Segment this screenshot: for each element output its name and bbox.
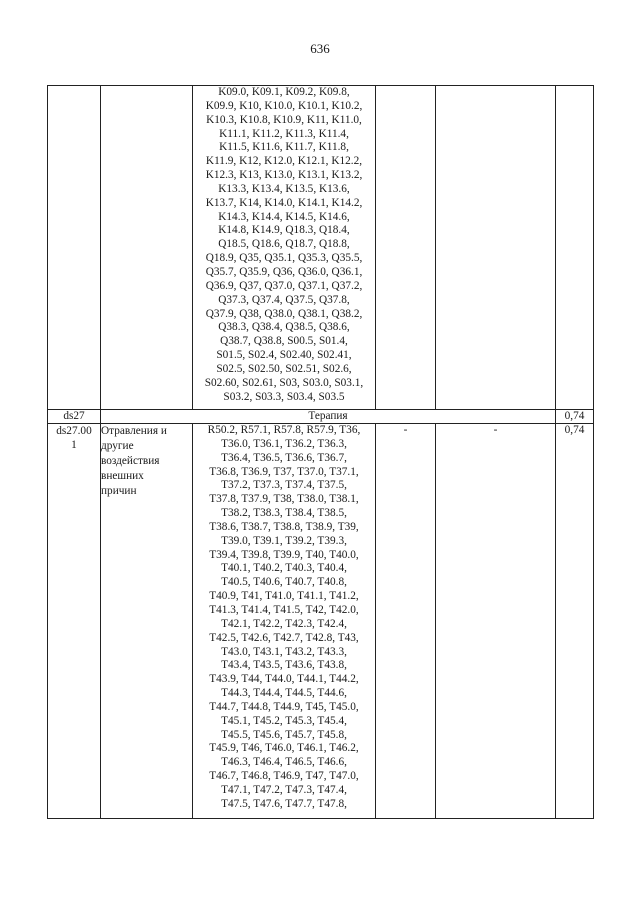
icd-codes-cell: R50.2, R57.1, R57.8, R57.9, T36, T36.0, T36.1, T36.2, T36.3, T36.4, T36.5, T36.6, T36.7, T36.8, T36.9, T37, T37.0, T37.1, T37.2, T37.3, T37.4, T37.5, T37.8, T37.9, T38, T38.0, T38.1, T38.2, T38.3, T38.4, T38.5, T38.6, T38.7, T38.8, T38.9, T39, T39.0, T39.1, T39.2, T39.3, T39.4, T39.8, T39.9, T40, T40.0, T40.1, T40.2, T40.3, T40.4, T40.5, T40.6, T40.7, T40.8, T40.9, T41, T41.0, T41.1, T41.2, T41.3, T41.4, T41.5, T42, T42.0, T42.1, T42.2, T42.3, T42.4, T42.5, T42.6, T42.7, T42.8, T43, T43.0, T43.1, T43.2, T43.3, T43.4, T43.5, T43.6, T43.8, T43.9, T44, T44.0, T44.1, T44.2, T44.3, T44.4, T44.5, T44.6, T44.7, T44.8, T44.9, T45, T45.0, T45.1, T45.2, T45.3, T45.4, T45.5, T45.6, T45.7, T45.8, T45.9, T46, T46.0, T46.1, T46.2, T46.3, T46.4, T46.5, T46.6, T46.7, T46.8, T46.9, T47, T47.0, T47.1, T47.2, T47.3, T47.4, T47.5, T47.6, T47.7, T47.8, bbox=[193, 424, 376, 819]
code-table bbox=[47, 85, 594, 819]
profile-code-cell: ds27 bbox=[48, 410, 101, 424]
coefficient-cell bbox=[556, 86, 594, 410]
profile-name-cell: Терапия bbox=[101, 410, 556, 424]
column-4-cell bbox=[376, 86, 436, 410]
table-row bbox=[48, 86, 594, 410]
coefficient-cell: 0,74 bbox=[556, 424, 594, 819]
group-code-cell: ds27.00 1 bbox=[48, 424, 101, 819]
icd-codes-cell: K09.0, K09.1, K09.2, K09.8, K09.9, K10, K10.0, K10.1, K10.2, K10.3, K10.8, K10.9, K11, K11.0, K11.1, K11.2, K11.3, K11.4, K11.5, K11.6, K11.7, K11.8, K11.9, K12, K12.0, K12.1, K12.2, K12.3, K13, K13.0, K13.1, K13.2, K13.3, K13.4, K13.5, K13.6, K13.7, K14, K14.0, K14.1, K14.2, K14.3, K14.4, K14.5, K14.6, K14.8, K14.9, Q18.3, Q18.4, Q18.5, Q18.6, Q18.7, Q18.8, Q18.9, Q35, Q35.1, Q35.3, Q35.5, Q35.7, Q35.9, Q36, Q36.0, Q36.1, Q36.9, Q37, Q37.0, Q37.1, Q37.2, Q37.3, Q37.4, Q37.5, Q37.8, Q37.9, Q38, Q38.0, Q38.1, Q38.2, Q38.3, Q38.4, Q38.5, Q38.6, Q38.7, Q38.8, S00.5, S01.4, S01.5, S02.4, S02.40, S02.41, S02.5, S02.50, S02.51, S02.6, S02.60, S02.61, S03, S03.0, S03.1, S03.2, S03.3, S03.4, S03.5 bbox=[193, 86, 376, 410]
page-number: 636 bbox=[310, 41, 330, 56]
group-name-cell bbox=[101, 86, 193, 410]
group-code-cell bbox=[48, 86, 101, 410]
coefficient-cell: 0,74 bbox=[556, 410, 594, 424]
column-4-cell: - bbox=[376, 424, 436, 819]
column-5-cell: - bbox=[436, 424, 556, 819]
table-row bbox=[48, 424, 594, 819]
table-row bbox=[48, 410, 594, 424]
column-5-cell bbox=[436, 86, 556, 410]
group-name-cell: Отравления и другие воздействия внешних причин bbox=[101, 424, 193, 819]
